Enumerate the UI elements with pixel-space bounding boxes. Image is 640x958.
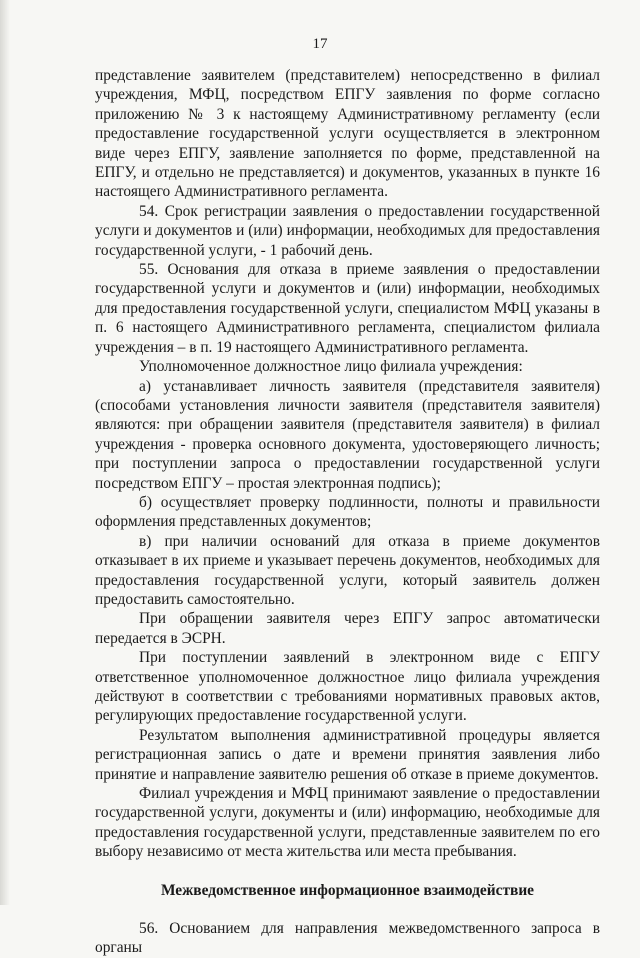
section-heading: Межведомственное информационное взаимодействие [160,881,535,899]
paragraph-result: Результатом выполнения административной процедуры является регистрационная запись о дате и времени принятия заявления либо принятие и направление заявителю решения об отказе в приеме документов. [95,726,600,783]
paragraph-epgu-request: При обращении заявителя через ЕПГУ запрос автоматически передается в ЭСРН. [95,610,600,647]
paragraph-55: 55. Основания для отказа в приеме заявления о предоставлении государственной услуги и документов и (или) информации, необходимых для предоставления государственной услуги, специалистом МФЦ указаны в п. 6 настоящего Административного регламента, специалистом филиала учреждения – в п. 19 настоящего Административного регламента. [95,261,600,356]
page-number: 17 [312,36,328,52]
paragraph-item-a: а) устанавливает личность заявителя (представителя заявителя) (способами установления личности заявителя (представителя заявителя) являются: при обращении заявителя (представителя заявителя) в филиал учреждения - проверка основного документа, удостоверяющего личность; при поступлении запроса о предоставлении государственной услуги посредством ЕПГУ – простая электронная подпись); [95,377,600,492]
paragraph-item-c: в) при наличии оснований для отказа в приеме документов отказывает в их приеме и указывает перечень документов, необходимых для предоставления государственной услуги, который заявитель должен предоставить самостоятельно. [95,532,600,608]
paragraph-electronic: При поступлении заявлений в электронном виде с ЕПГУ ответственное уполномоченное должностное лицо филиала учреждения действуют в соответствии с требованиями нормативных правовых актов, регулирующих предоставление государственной услуги. [95,649,600,725]
scan-edge [0,0,10,905]
document-body [95,66,600,958]
paragraph-56: 56. Основанием для направления межведомственного запроса в органы [95,920,600,957]
paragraph-54: 54. Срок регистрации заявления о предоставлении государственной услуги и документов и (или) информации, необходимых для предоставления государственной услуги, - 1 рабочий день. [95,202,600,259]
paragraph-official: Уполномоченное должностное лицо филиала учреждения: [139,358,523,376]
paragraph-branch-mfc: Филиал учреждения и МФЦ принимают заявление о предоставлении государственной услуги, документы и (или) информацию, необходимые для предоставления государственной услуги, представленные заявителем по его выбору независимо от места жительства или места пребывания. [95,785,600,861]
paragraph-item-b: б) осуществляет проверку подлинности, полноты и правильности оформления представленных документов; [95,493,600,531]
paragraph-continuation: представление заявителем (представителем) непосредственно в филиал учреждения, МФЦ, посредством ЕПГУ заявления по форме согласно приложению № 3 к настоящему Административному регламенту (если предоставление государственной услуги осуществляется в электронном виде через ЕПГУ, заявление заполняется по форме, представленной на ЕПГУ, и отдельно не представляется) и документов, указанных в пункте 16 настоящего Административного регламента. [95,67,600,201]
